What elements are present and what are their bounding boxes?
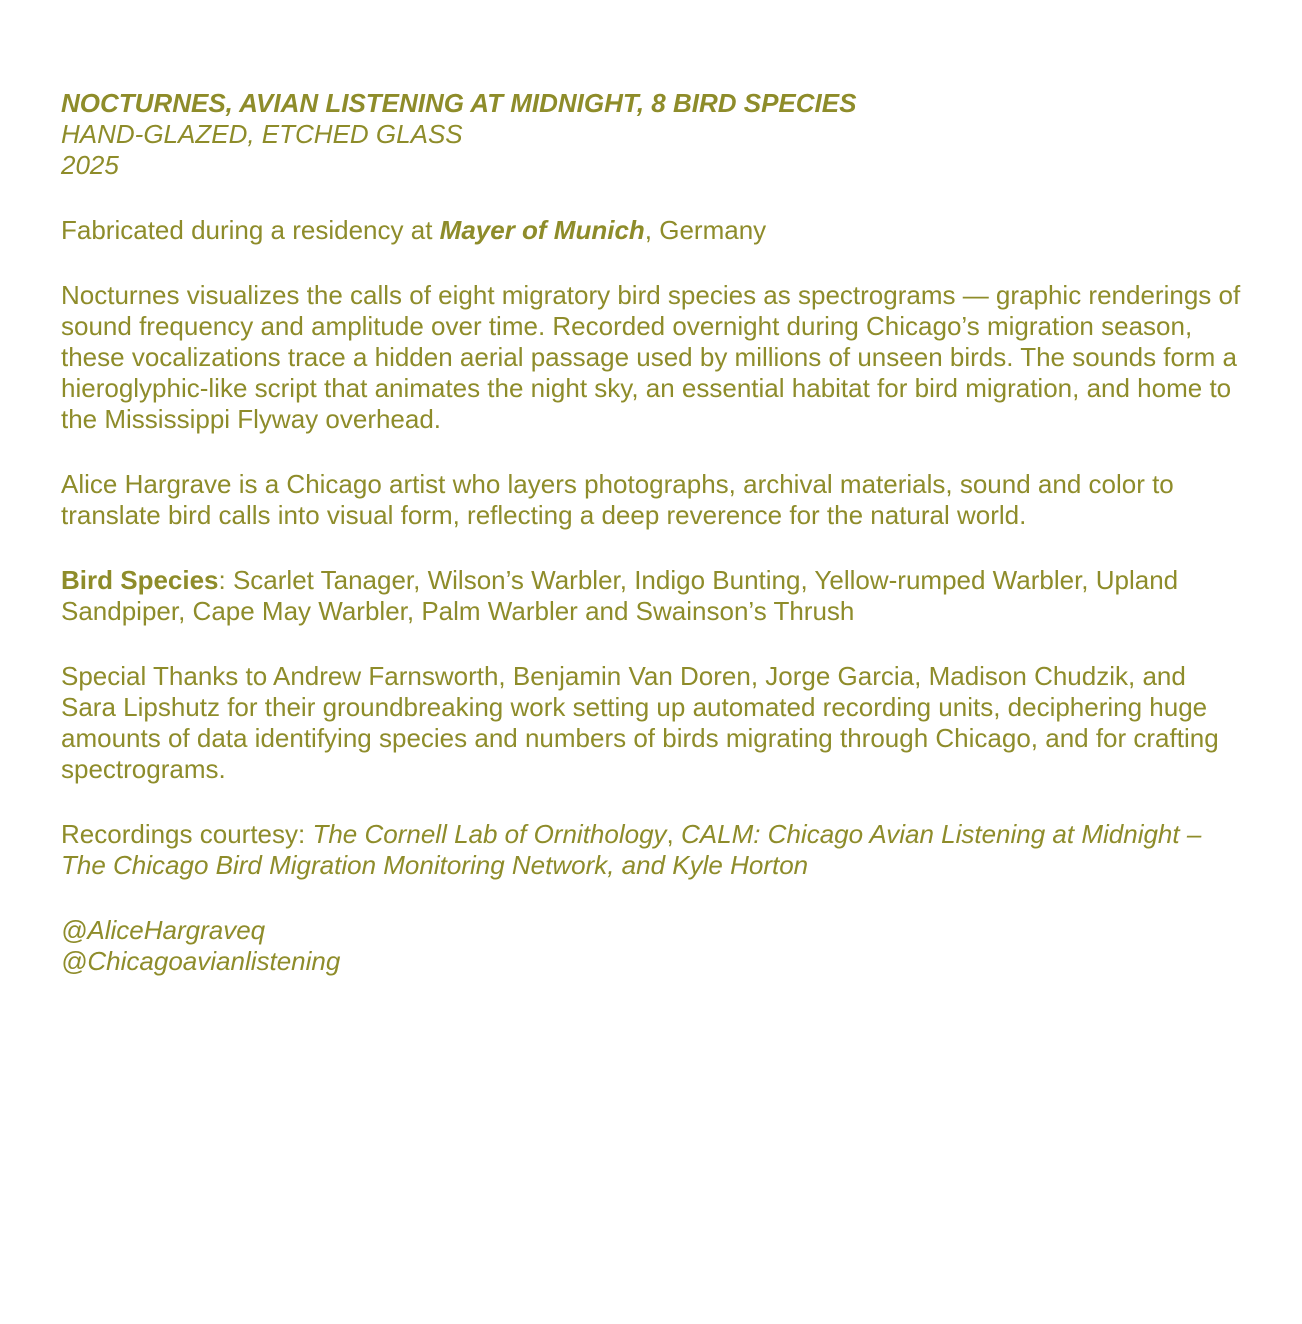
recordings-separator: , <box>666 819 681 849</box>
bird-species-label: Bird Species <box>61 565 219 595</box>
recordings-source-cornell: The Cornell Lab of Ornithology <box>312 819 667 849</box>
artwork-year: 2025 <box>61 150 119 180</box>
special-thanks: Special Thanks to Andrew Farnsworth, Benjamin Van Doren, Jorge Garcia, Madison Chudzik, and Sara Lipshutz for their groundbreaking work setting up automated recording units, deciphering huge amounts of data identifying species and numbers of birds migrating through Chicago, and for crafting spectrograms. <box>61 661 1219 784</box>
residency-prefix: Fabricated during a residency at <box>61 215 440 245</box>
social-handle-calm: @Chicagoavianlistening <box>61 946 341 976</box>
artwork-title: NOCTURNES, AVIAN LISTENING AT MIDNIGHT, 8 BIRD SPECIES <box>61 88 857 118</box>
residency-suffix: , Germany <box>644 215 767 245</box>
social-handle-artist: @AliceHargraveq <box>61 915 266 945</box>
social-handles <box>61 915 1241 977</box>
recordings-prefix: Recordings courtesy: <box>61 819 313 849</box>
artist-bio: Alice Hargrave is a Chicago artist who layers photographs, archival materials, sound and color to translate bird calls into visual form, reflecting a deep reverence for the natural world. <box>61 469 1174 530</box>
residency-studio: Mayer of Munich <box>439 215 645 245</box>
wall-label <box>61 88 1241 977</box>
bird-species <box>61 565 1241 627</box>
artwork-medium: HAND-GLAZED, ETCHED GLASS <box>61 119 463 149</box>
artwork-title-block <box>61 88 1241 181</box>
artwork-description: Nocturnes visualizes the calls of eight migratory bird species as spectrograms — graphic renderings of sound frequency and amplitude over time. Recorded overnight during Chicago’s migration season, these vocalizations trace a hidden aerial passage used by millions of unseen birds. The sounds form a hieroglyphic-like script that animates the night sky, an essential habitat for bird migration, and home to the Mississippi Flyway overhead. <box>61 280 1241 434</box>
residency-line <box>61 215 1241 246</box>
recordings-credit <box>61 819 1241 881</box>
bird-species-list: : Scarlet Tanager, Wilson’s Warbler, Indigo Bunting, Yellow-rumped Warbler, Upland Sandpiper, Cape May Warbler, Palm Warbler and Swainson’s Thrush <box>61 565 1179 626</box>
recordings-source-calm: CALM: Chicago Avian Listening at Midnight – The Chicago Bird Migration Monitoring Network, and Kyle Horton <box>61 819 1202 880</box>
